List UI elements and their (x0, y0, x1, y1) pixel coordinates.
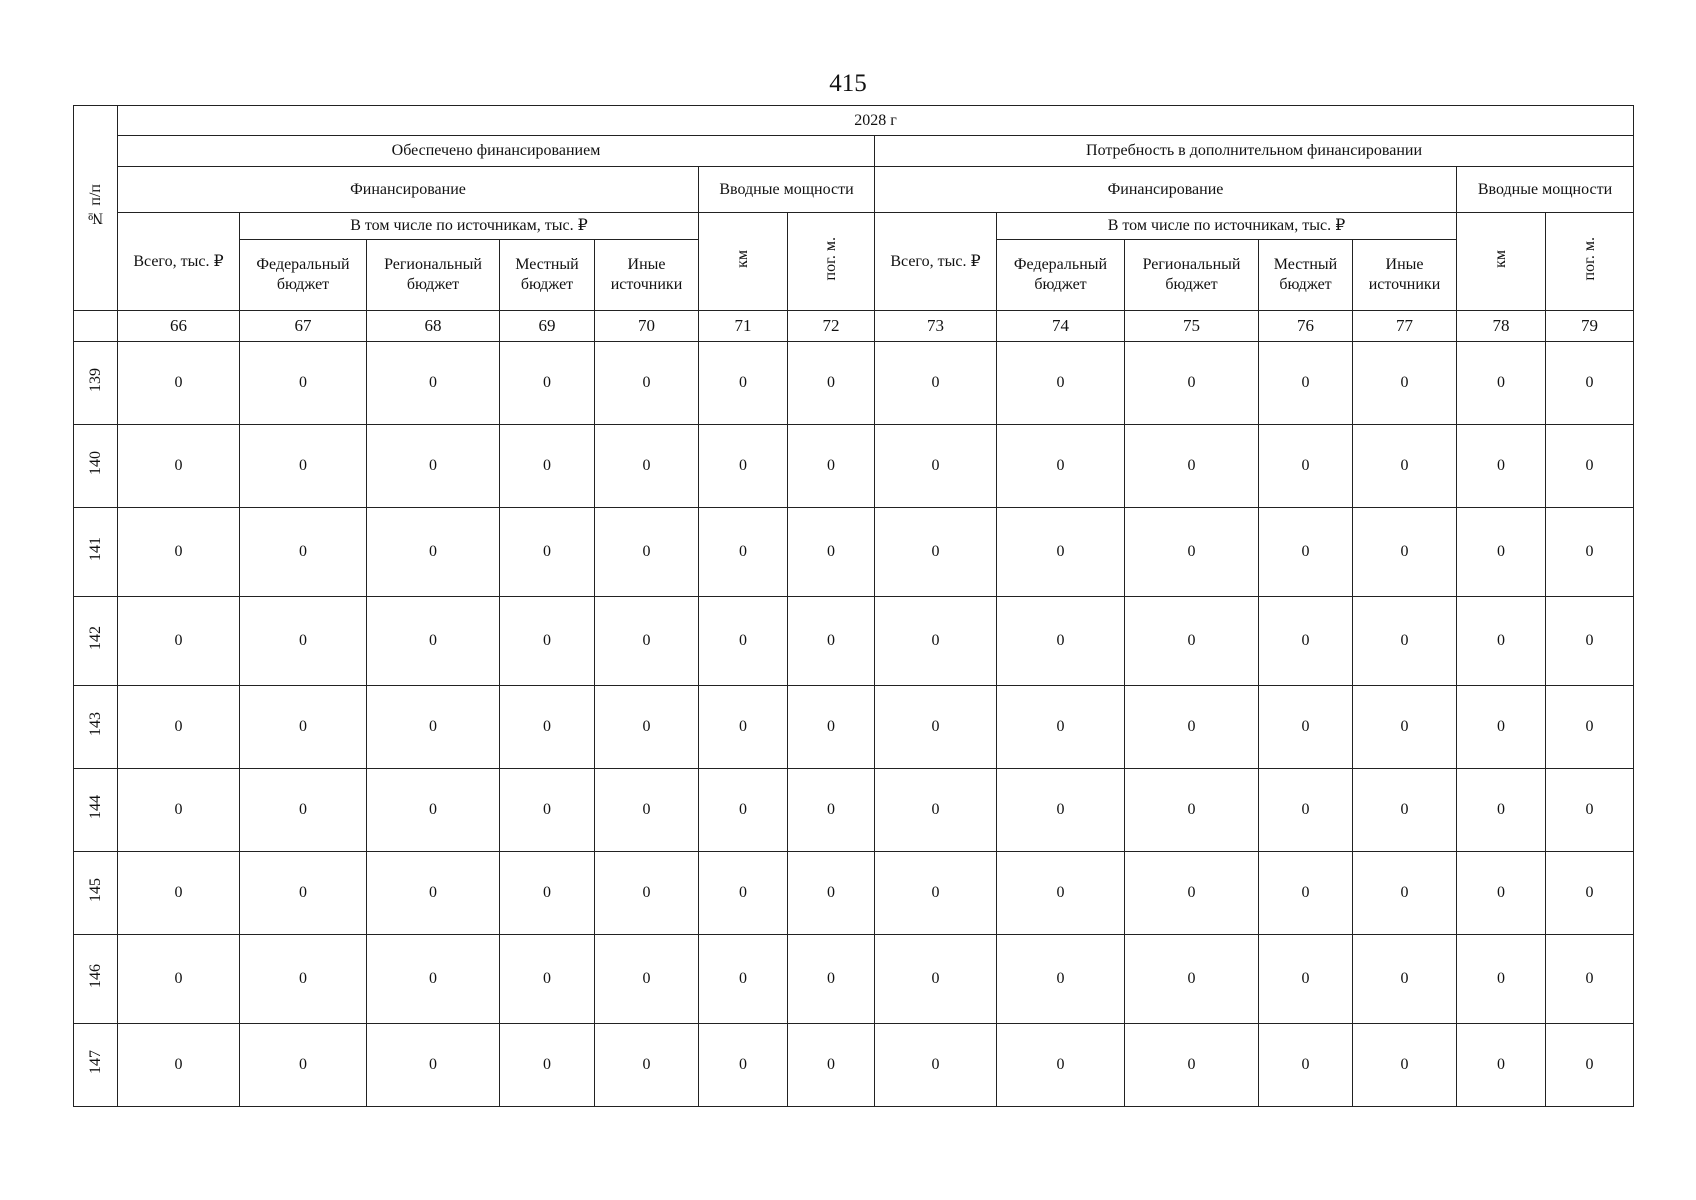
table-cell: 0 (1457, 597, 1546, 686)
table-row (74, 508, 1634, 597)
need-total-header: Всего, тыс. ₽ (875, 213, 997, 311)
column-number: 69 (500, 311, 595, 342)
table-cell: 0 (997, 508, 1125, 597)
table-cell: 0 (500, 769, 595, 852)
table-cell: 0 (1457, 686, 1546, 769)
table-row (74, 935, 1634, 1024)
financing-table (73, 105, 1634, 1107)
row-number: 145 (74, 852, 118, 935)
table-cell: 0 (1259, 769, 1353, 852)
table-cell: 0 (1259, 597, 1353, 686)
table-cell: 0 (1353, 597, 1457, 686)
need-header: Потребность в дополнительном финансировании (875, 136, 1634, 167)
table-cell: 0 (699, 686, 788, 769)
secured-regional-header: Региональный бюджет (367, 240, 500, 311)
table-cell: 0 (1125, 425, 1259, 508)
table-row (74, 1024, 1634, 1107)
table-cell: 0 (875, 597, 997, 686)
table-row (74, 425, 1634, 508)
row-number: 140 (74, 425, 118, 508)
table-cell: 0 (1457, 425, 1546, 508)
need-federal-header: Федеральный бюджет (997, 240, 1125, 311)
table-cell: 0 (367, 597, 500, 686)
column-number: 70 (595, 311, 699, 342)
table-cell: 0 (875, 342, 997, 425)
table-cell: 0 (1125, 342, 1259, 425)
table-cell: 0 (367, 342, 500, 425)
table-row (74, 597, 1634, 686)
table-cell: 0 (500, 935, 595, 1024)
column-number: 79 (1546, 311, 1634, 342)
table-cell: 0 (367, 508, 500, 597)
table-cell: 0 (699, 342, 788, 425)
column-number-blank (74, 311, 118, 342)
table-cell: 0 (1546, 1024, 1634, 1107)
need-financing-header: Финансирование (875, 167, 1457, 213)
table-cell: 0 (1259, 686, 1353, 769)
table-cell: 0 (595, 852, 699, 935)
table-cell: 0 (367, 686, 500, 769)
table-cell: 0 (1353, 1024, 1457, 1107)
table-cell: 0 (788, 597, 875, 686)
table-cell: 0 (118, 425, 240, 508)
table-cell: 0 (1546, 769, 1634, 852)
column-number: 68 (367, 311, 500, 342)
table-cell: 0 (1353, 508, 1457, 597)
table-cell: 0 (875, 425, 997, 508)
table-cell: 0 (1125, 935, 1259, 1024)
table-cell: 0 (788, 508, 875, 597)
table-cell: 0 (240, 686, 367, 769)
row-number: 141 (74, 508, 118, 597)
column-number: 74 (997, 311, 1125, 342)
row-number: 143 (74, 686, 118, 769)
column-number: 71 (699, 311, 788, 342)
secured-total-header: Всего, тыс. ₽ (118, 213, 240, 311)
table-cell: 0 (875, 1024, 997, 1107)
table-cell: 0 (367, 852, 500, 935)
table-cell: 0 (1457, 935, 1546, 1024)
table-cell: 0 (1546, 425, 1634, 508)
table-cell: 0 (997, 425, 1125, 508)
year-header: 2028 г (118, 106, 1634, 136)
table-cell: 0 (118, 852, 240, 935)
table-cell: 0 (240, 342, 367, 425)
table-cell: 0 (367, 935, 500, 1024)
table-cell: 0 (595, 935, 699, 1024)
table-cell: 0 (788, 769, 875, 852)
table-cell: 0 (118, 935, 240, 1024)
table-row (74, 342, 1634, 425)
table-cell: 0 (500, 425, 595, 508)
table-cell: 0 (699, 425, 788, 508)
column-number: 75 (1125, 311, 1259, 342)
row-number: 139 (74, 342, 118, 425)
table-cell: 0 (595, 769, 699, 852)
table-cell: 0 (118, 769, 240, 852)
column-number: 73 (875, 311, 997, 342)
table-cell: 0 (699, 508, 788, 597)
row-number: 144 (74, 769, 118, 852)
table-cell: 0 (367, 1024, 500, 1107)
table-cell: 0 (1353, 769, 1457, 852)
table-cell: 0 (997, 342, 1125, 425)
secured-sources-header: В том числе по источникам, тыс. ₽ (240, 213, 699, 240)
need-regional-header: Региональный бюджет (1125, 240, 1259, 311)
table-cell: 0 (500, 852, 595, 935)
row-number: 146 (74, 935, 118, 1024)
secured-other-header: Иные источники (595, 240, 699, 311)
table-cell: 0 (997, 686, 1125, 769)
secured-federal-header: Федеральный бюджет (240, 240, 367, 311)
table-cell: 0 (240, 769, 367, 852)
table-cell: 0 (1353, 852, 1457, 935)
column-number: 77 (1353, 311, 1457, 342)
table-cell: 0 (1546, 852, 1634, 935)
table-cell: 0 (240, 597, 367, 686)
table-cell: 0 (1125, 769, 1259, 852)
table-cell: 0 (500, 508, 595, 597)
table-cell: 0 (699, 935, 788, 1024)
table-cell: 0 (500, 342, 595, 425)
page-number: 415 (829, 70, 867, 97)
table-cell: 0 (699, 1024, 788, 1107)
table-cell: 0 (367, 769, 500, 852)
need-capacity-header: Вводные мощности (1457, 167, 1634, 213)
table-cell: 0 (240, 1024, 367, 1107)
table-cell: 0 (1457, 769, 1546, 852)
table-cell: 0 (788, 852, 875, 935)
table-cell: 0 (595, 508, 699, 597)
table-cell: 0 (1353, 686, 1457, 769)
table-cell: 0 (1259, 342, 1353, 425)
table-cell: 0 (788, 686, 875, 769)
table-cell: 0 (1125, 686, 1259, 769)
table-cell: 0 (997, 852, 1125, 935)
table-cell: 0 (875, 508, 997, 597)
table-cell: 0 (1259, 852, 1353, 935)
column-number-row (74, 311, 1634, 342)
table-cell: 0 (997, 935, 1125, 1024)
secured-capacity-header: Вводные мощности (699, 167, 875, 213)
table-row (74, 686, 1634, 769)
table-cell: 0 (1353, 935, 1457, 1024)
table-row (74, 769, 1634, 852)
table-cell: 0 (997, 769, 1125, 852)
table-cell: 0 (788, 1024, 875, 1107)
table-cell: 0 (875, 935, 997, 1024)
table-cell: 0 (1546, 508, 1634, 597)
table-cell: 0 (875, 769, 997, 852)
need-km-header: км (1457, 213, 1546, 311)
table-cell: 0 (699, 597, 788, 686)
table-cell: 0 (1546, 342, 1634, 425)
table-cell: 0 (1125, 597, 1259, 686)
table-cell: 0 (240, 425, 367, 508)
table-cell: 0 (1259, 1024, 1353, 1107)
table-cell: 0 (1457, 342, 1546, 425)
table-cell: 0 (595, 597, 699, 686)
table-cell: 0 (1457, 852, 1546, 935)
table-cell: 0 (1125, 508, 1259, 597)
table-cell: 0 (1546, 597, 1634, 686)
table-cell: 0 (875, 686, 997, 769)
table-cell: 0 (1353, 342, 1457, 425)
table-cell: 0 (118, 342, 240, 425)
table-cell: 0 (997, 597, 1125, 686)
table-cell: 0 (699, 769, 788, 852)
table-cell: 0 (1125, 852, 1259, 935)
table-cell: 0 (240, 852, 367, 935)
table-cell: 0 (1457, 1024, 1546, 1107)
table-cell: 0 (118, 686, 240, 769)
table-cell: 0 (1259, 935, 1353, 1024)
column-number: 72 (788, 311, 875, 342)
table-cell: 0 (595, 425, 699, 508)
column-number: 66 (118, 311, 240, 342)
row-number: 147 (74, 1024, 118, 1107)
table-cell: 0 (1457, 508, 1546, 597)
column-number: 76 (1259, 311, 1353, 342)
table-row (74, 852, 1634, 935)
need-local-header: Местный бюджет (1259, 240, 1353, 311)
row-number: 142 (74, 597, 118, 686)
column-number: 78 (1457, 311, 1546, 342)
secured-km-header: км (699, 213, 788, 311)
table-cell: 0 (1353, 425, 1457, 508)
table-cell: 0 (595, 342, 699, 425)
table-cell: 0 (595, 1024, 699, 1107)
column-number: 67 (240, 311, 367, 342)
table-cell: 0 (699, 852, 788, 935)
table-cell: 0 (367, 425, 500, 508)
secured-local-header: Местный бюджет (500, 240, 595, 311)
row-number-header: № п/п (74, 106, 118, 311)
need-other-header: Иные источники (1353, 240, 1457, 311)
table-cell: 0 (1125, 1024, 1259, 1107)
table-cell: 0 (595, 686, 699, 769)
table-cell: 0 (118, 508, 240, 597)
table-cell: 0 (788, 935, 875, 1024)
table-cell: 0 (788, 425, 875, 508)
table-cell: 0 (1546, 686, 1634, 769)
table-cell: 0 (875, 852, 997, 935)
table-cell: 0 (1259, 425, 1353, 508)
need-sources-header: В том числе по источникам, тыс. ₽ (997, 213, 1457, 240)
table-cell: 0 (500, 1024, 595, 1107)
table-cell: 0 (1546, 935, 1634, 1024)
table-cell: 0 (500, 686, 595, 769)
table-cell: 0 (118, 597, 240, 686)
secured-header: Обеспечено финансированием (118, 136, 875, 167)
table-cell: 0 (788, 342, 875, 425)
table-cell: 0 (997, 1024, 1125, 1107)
need-pogm-header: пог. м. (1546, 213, 1634, 311)
table-cell: 0 (1259, 508, 1353, 597)
table-cell: 0 (118, 1024, 240, 1107)
table-cell: 0 (240, 935, 367, 1024)
secured-financing-header: Финансирование (118, 167, 699, 213)
secured-pogm-header: пог. м. (788, 213, 875, 311)
table-cell: 0 (240, 508, 367, 597)
table-cell: 0 (500, 597, 595, 686)
